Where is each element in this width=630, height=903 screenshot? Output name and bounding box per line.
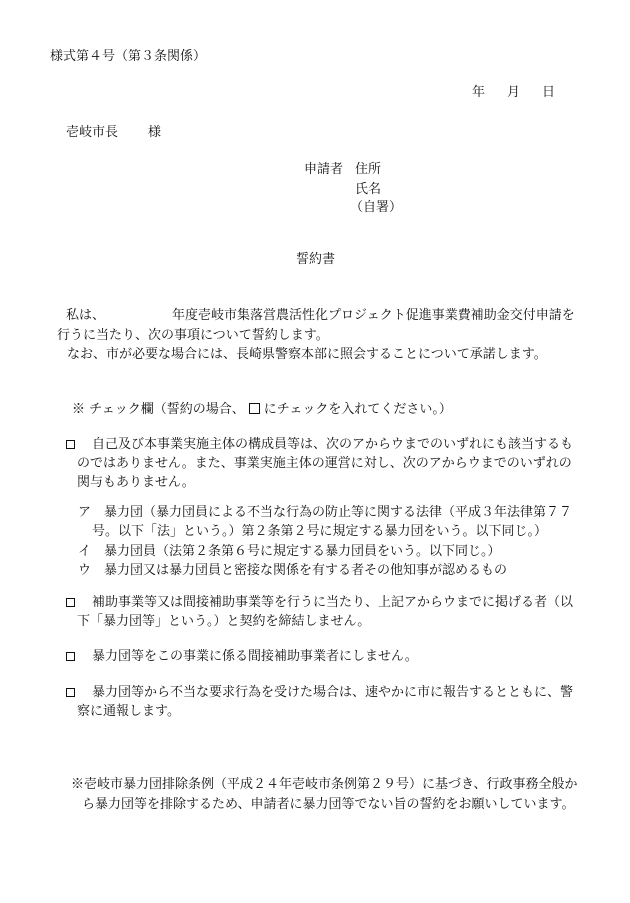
sub-c-mark: ウ (78, 563, 92, 578)
intro-line-1 (66, 306, 575, 326)
checkbox-sample-icon (249, 403, 260, 414)
addressee (66, 123, 161, 143)
item2-line-1: 補助事業等又は間接補助事業等を行うに当たり、上記アからウまでに掲げる者（以 (92, 595, 574, 610)
addressee-honorific: 様 (148, 125, 162, 140)
check-note (72, 400, 452, 420)
item4-line-2: 察に通報します。 (77, 704, 180, 719)
item4-line-1: 暴力団等から不当な要求行為を受けた場合は、速やかに市に報告するとともに、警 (92, 685, 574, 700)
applicant-address-label: 住所 (355, 162, 382, 177)
sub-c-text: 暴力団又は暴力団員と密接な関係を有する者その他知事が認めるもの (104, 563, 508, 578)
sub-a-line-1: 暴力団（暴力団員による不当な行為の防止等に関する法律（平成３年法律第７７ (104, 505, 573, 520)
sub-a-mark: ア (78, 505, 92, 520)
intro-line-2: 行うに当たり、次の事項について誓約します。 (57, 328, 329, 343)
item3-checkbox[interactable] (66, 652, 75, 661)
intro-prefix: 私は、 (66, 308, 106, 323)
item1-line-2: のではありません。また、事業実施主体の運営に対し、次のアからウまでのいずれの (77, 456, 572, 471)
applicant-name-label: 氏名 (355, 182, 382, 197)
sub-b-text: 暴力団員（法第２条第６号に規定する暴力団員をいう。以下同じ。） (104, 544, 501, 559)
item2-checkbox[interactable] (66, 598, 75, 607)
item1-line-1: 自己及び本事業実施主体の構成員等は、次のアからウまでのいずれにも該当するも (92, 437, 574, 452)
addressee-name: 壱岐市長 (66, 125, 119, 140)
document-title: 誓約書 (296, 252, 336, 267)
date-year: 年 (472, 85, 486, 100)
item1-line-3: 関与もありません。 (77, 475, 195, 490)
intro-suffix: 年度壱岐市集落営農活性化プロジェクト促進事業費補助金交付申請を (172, 308, 575, 323)
applicant-signature-note: （自署） (350, 200, 403, 215)
check-note-suffix: にチェックを入れてください。） (263, 402, 452, 417)
item1-checkbox[interactable] (66, 440, 75, 449)
intro-line-3: なお、市が必要な場合には、長崎県警察本部に照会することについて承諾します。 (67, 347, 547, 362)
item3-line-1: 暴力団等をこの事業に係る間接補助事業者にしません。 (92, 649, 418, 664)
item2-line-2: 下「暴力団等」という。）と契約を締結しません。 (77, 614, 371, 629)
footnote-line-1: ※壱岐市暴力団排除条例（平成２４年壱岐市条例第２９号）に基づき、行政事務全般か (71, 777, 578, 792)
check-note-prefix: ※ チェック欄（誓約の場合、 (72, 402, 245, 417)
item4-checkbox[interactable] (66, 688, 75, 697)
form-number: 様式第４号（第３条関係） (50, 49, 207, 64)
footnote-line-2: ら暴力団等を排除するため、申請者に暴力団等でない旨の誓約をお願いしています。 (82, 797, 575, 812)
date-line (472, 83, 555, 103)
date-day: 日 (542, 85, 556, 100)
sub-b-mark: イ (78, 544, 92, 559)
date-month: 月 (507, 85, 521, 100)
sub-a-line-2: 号。以下「法」という。）第２条第２号に規定する暴力団をいう。以下同じ。） (92, 524, 548, 539)
applicant-label: 申請者 (304, 162, 344, 177)
